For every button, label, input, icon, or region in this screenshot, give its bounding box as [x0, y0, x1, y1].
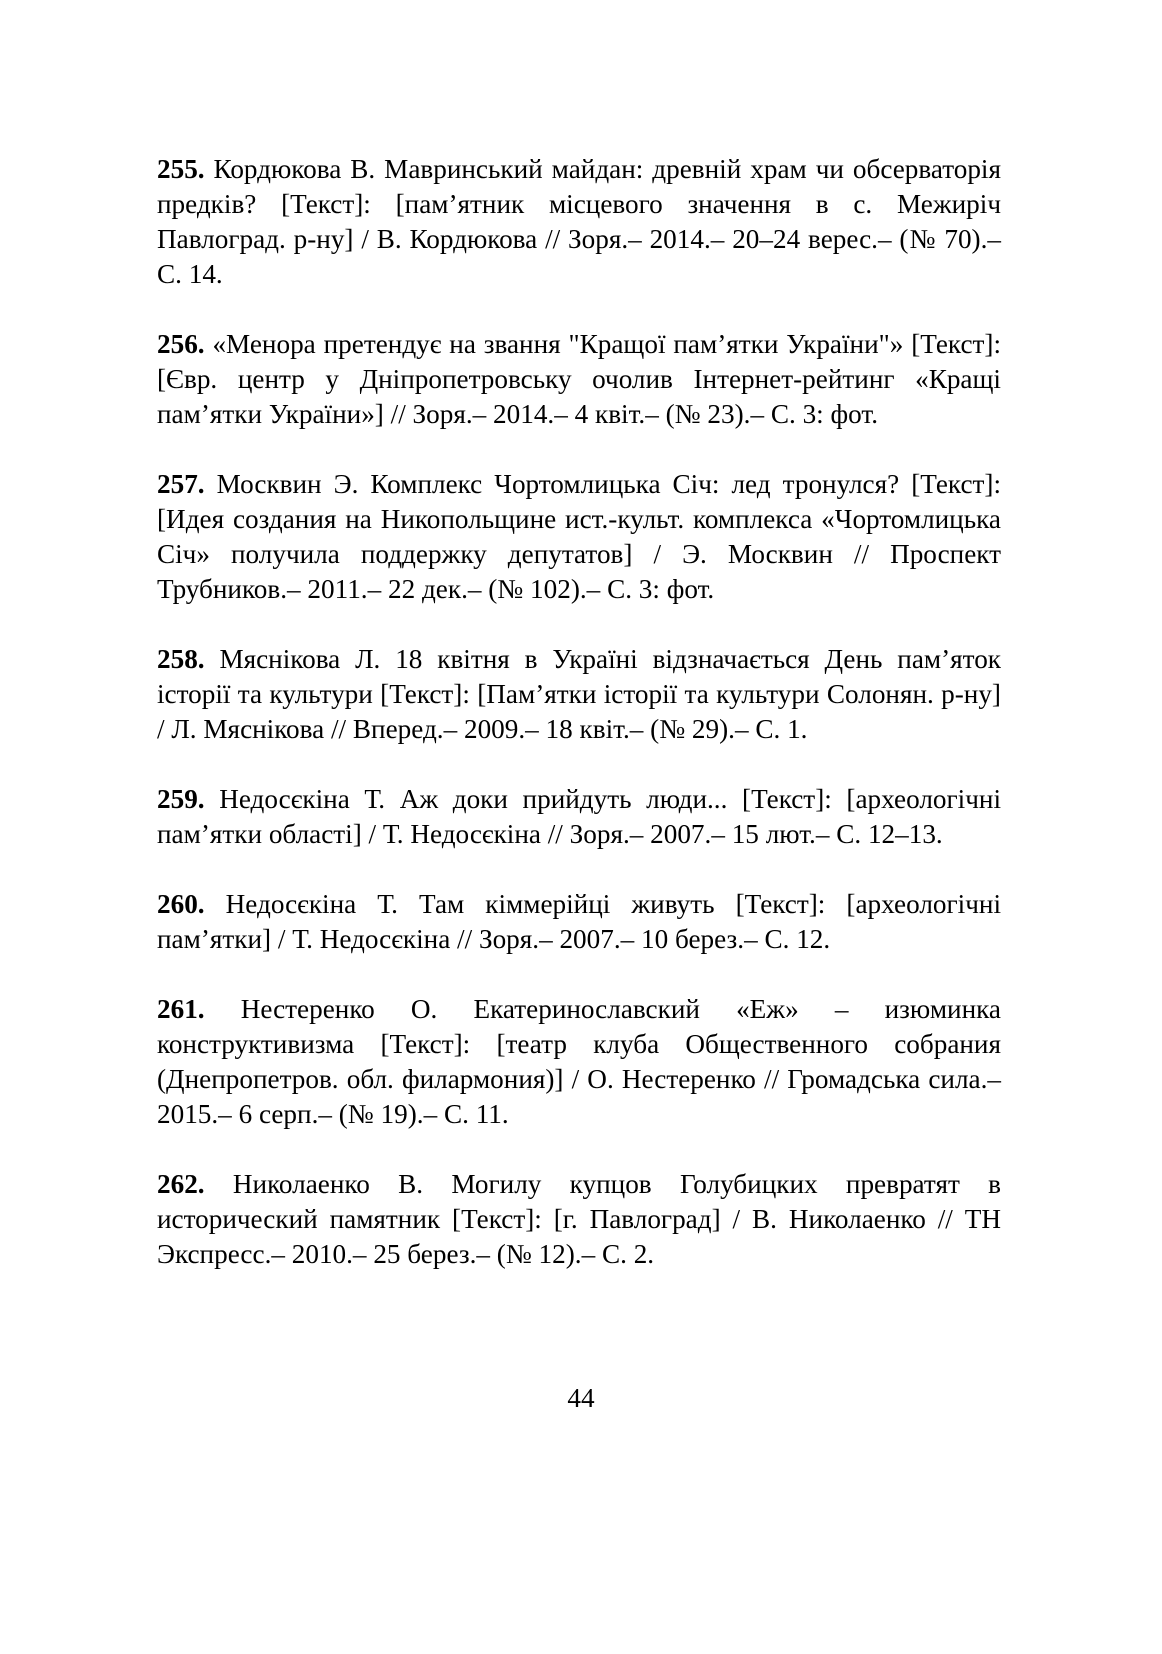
entry-number: 262.	[157, 1169, 205, 1199]
bibliography-entry-261	[157, 992, 1001, 1132]
entry-number: 260.	[157, 889, 205, 919]
bibliography-entry-257	[157, 467, 1001, 607]
entry-text: Кордюкова В. Мавринський майдан: древній храм чи обсерваторія предків? [Текст]: [пам’ятник місцевого значення в с. Межиріч Павлоград. р-ну] / В. Кордюкова // Зоря.– 2014.– 20–24 верес.– (№ 70).– С. 14.	[157, 154, 1001, 289]
entry-number: 256.	[157, 329, 205, 359]
entry-number: 255.	[157, 154, 205, 184]
entry-text: Мяснікова Л. 18 квітня в Україні відзначається День пам’яток історії та культури [Текст]: [Пам’ятки історії та культури Солонян. р-ну] / Л. Мяснікова // Вперед.– 2009.– 18 квіт.– (№ 29).– С. 1.	[157, 644, 1001, 744]
entry-text: Николаенко В. Могилу купцов Голубицких превратят в исторический памятник [Текст]: [г. Павлоград] / В. Николаенко // ТН Экспресс.– 2010.– 25 берез.– (№ 12).– С. 2.	[157, 1169, 1001, 1269]
page-number: 44	[567, 1383, 595, 1413]
bibliography-entry-255	[157, 152, 1001, 292]
entry-text: Нестеренко О. Екатеринославский «Еж» – изюминка конструктивизма [Текст]: [театр клуба Общественного собрания (Днепропетров. обл. филармония)] / О. Нестеренко // Громадська сила.– 2015.– 6 серп.– (№ 19).– С. 11.	[157, 994, 1001, 1129]
entry-text: Москвин Э. Комплекс Чортомлицька Січ: лед тронулся? [Текст]: [Идея создания на Никопольщине ист.-культ. комплекса «Чортомлицька Січ» получила поддержку депутатов] / Э. Москвин // Проспект Трубников.– 2011.– 22 дек.– (№ 102).– С. 3: фот.	[157, 469, 1001, 604]
bibliography-entry-258	[157, 642, 1001, 747]
entry-number: 259.	[157, 784, 205, 814]
bibliography-list	[157, 152, 1001, 1307]
bibliography-entry-262	[157, 1167, 1001, 1272]
bibliography-entry-260	[157, 887, 1001, 957]
entry-number: 258.	[157, 644, 205, 674]
bibliography-entry-259	[157, 782, 1001, 852]
bibliography-entry-256	[157, 327, 1001, 432]
entry-number: 257.	[157, 469, 205, 499]
entry-text: «Менора претендує на звання "Кращої пам’ятки України"» [Текст]: [Євр. центр у Дніпропетровську очолив Інтернет-рейтинг «Кращі пам’ятки України»] // Зоря.– 2014.– 4 квіт.– (№ 23).– С. 3: фот.	[157, 329, 1001, 429]
entry-number: 261.	[157, 994, 205, 1024]
entry-text: Недосєкіна Т. Аж доки прийдуть люди... [Текст]: [археологічні пам’ятки області] / Т. Недосєкіна // Зоря.– 2007.– 15 лют.– С. 12–13.	[157, 784, 1001, 849]
entry-text: Недосєкіна Т. Там кіммерійці живуть [Текст]: [археологічні пам’ятки] / Т. Недосєкіна // Зоря.– 2007.– 10 берез.– С. 12.	[157, 889, 1001, 954]
